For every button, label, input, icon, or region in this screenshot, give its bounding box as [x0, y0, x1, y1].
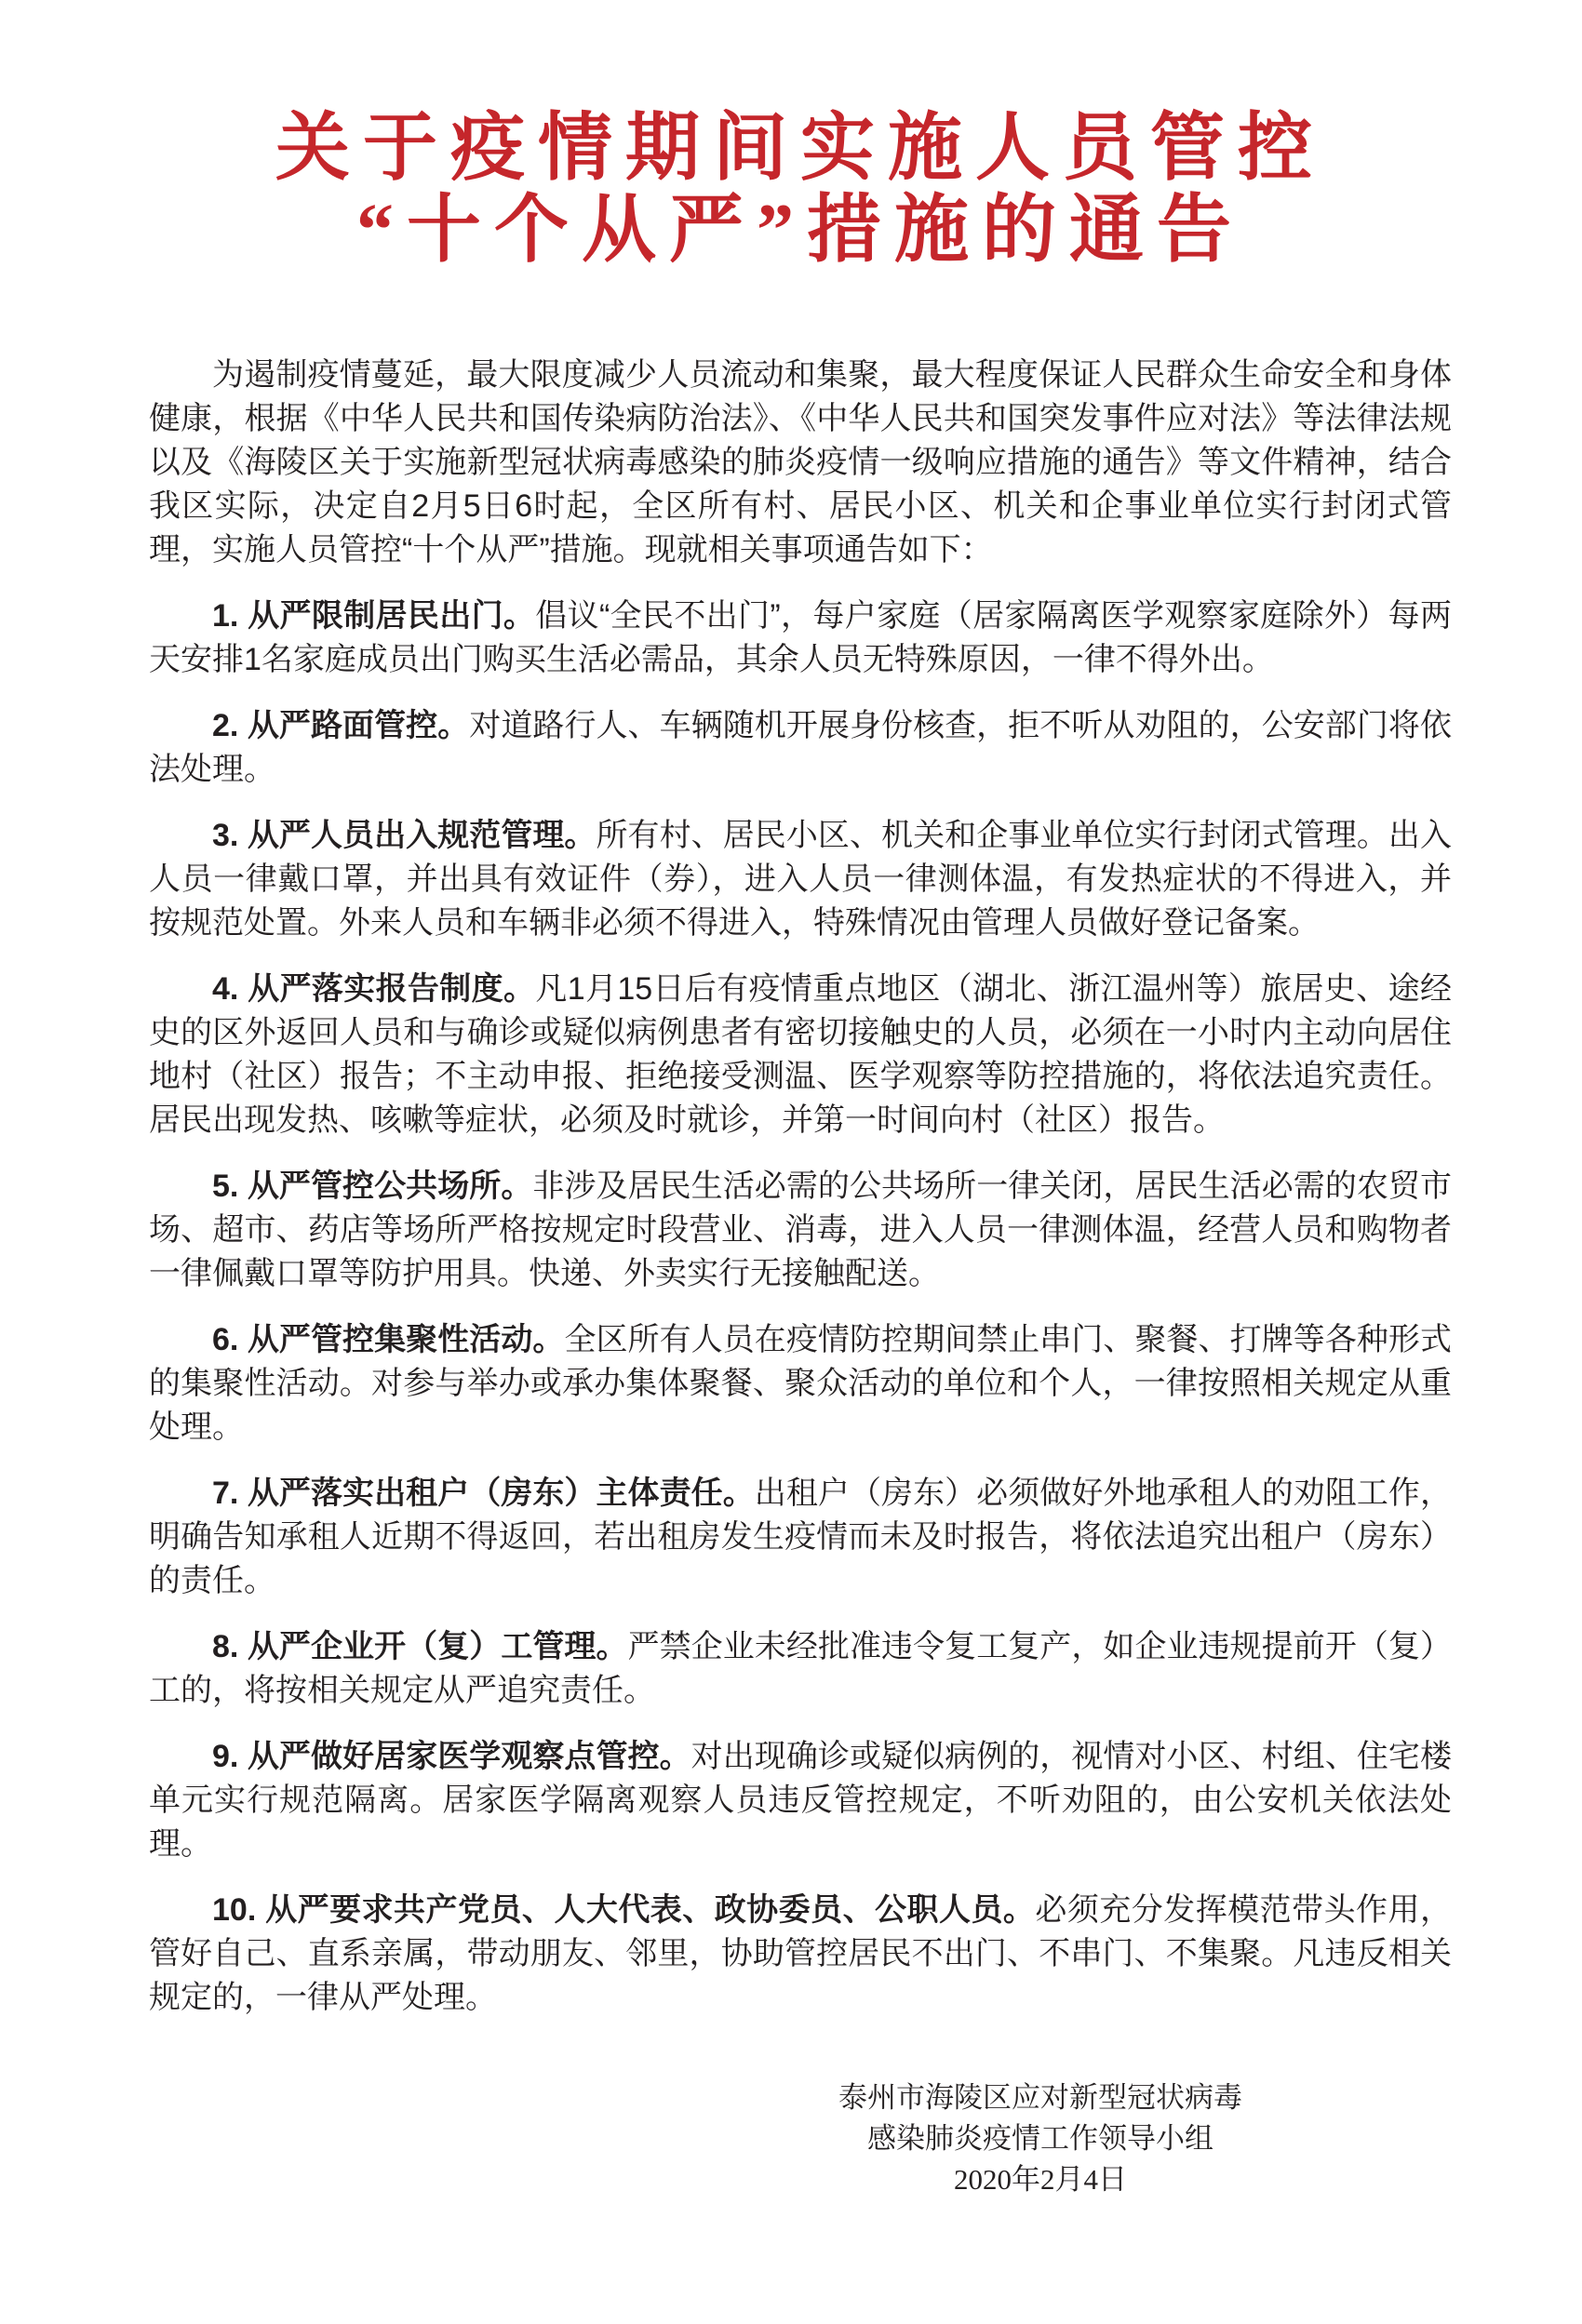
measure-item-6-heading: 6. 从严管控集聚性活动。	[212, 1322, 565, 1357]
measure-item-7-heading: 7. 从严落实出租户（房东）主体责任。	[212, 1476, 755, 1511]
measure-item-9	[149, 1735, 1452, 1866]
measure-item-4	[149, 968, 1452, 1142]
measure-item-3-text: 所有村、居民小区、机关和企事业单位实行封闭式管理。出入人员一律戴口罩，并出具有效证件（券），进入人员一律测体温，有发热症状的不得进入，并按规范处置。外来人员和车辆非必须不得进入，特殊情况由管理人员做好登记备案。	[149, 818, 1452, 941]
measure-item-8-heading: 8. 从严企业开（复）工管理。	[212, 1629, 628, 1664]
measure-item-3	[149, 814, 1452, 945]
measure-item-7	[149, 1472, 1452, 1603]
measure-item-8	[149, 1625, 1452, 1713]
measure-item-6-text: 全区所有人员在疫情防控期间禁止串门、聚餐、打牌等各种形式的集聚性活动。对参与举办或承办集体聚餐、聚众活动的单位和个人，一律按照相关规定从重处理。	[149, 1322, 1452, 1445]
signature-date: 2020年2月4日	[954, 2163, 1127, 2196]
measure-item-2-heading: 2. 从严路面管控。	[212, 708, 470, 743]
measure-item-6	[149, 1318, 1452, 1449]
measure-item-1-text: 倡议“全民不出门”，每户家庭（居家隔离医学观察家庭除外）每两天安排1名家庭成员出门购买生活必需品，其余人员无特殊原因，一律不得外出。	[149, 598, 1452, 677]
measure-item-5	[149, 1165, 1452, 1296]
signature-org-line2: 感染肺炎疫情工作领导小组	[867, 2122, 1213, 2155]
notice-title	[149, 108, 1452, 272]
measure-item-2	[149, 704, 1452, 792]
signature-block	[838, 2077, 1242, 2200]
notice-title-line1: 关于疫情期间实施人员管控	[275, 108, 1325, 190]
measure-item-8-text: 严禁企业未经批准违令复工复产，如企业违规提前开（复）工的，将按相关规定从严追究责任。	[149, 1629, 1452, 1708]
intro-paragraph	[149, 354, 1452, 572]
measure-item-4-text: 凡1月15日后有疫情重点地区（湖北、浙江温州等）旅居史、途经史的区外返回人员和与确诊或疑似病例患者有密切接触史的人员，必须在一小时内主动向居住地村（社区）报告；不主动申报、拒绝接受测温、医学观察等防控措施的，将依法追究责任。居民出现发热、咳嗽等症状，必须及时就诊，并第一时间向村（社区）报告。	[149, 971, 1452, 1138]
intro-text: 为遏制疫情蔓延，最大限度减少人员流动和集聚，最大程度保证人民群众生命安全和身体健康，根据《中华人民共和国传染病防治法》、《中华人民共和国突发事件应对法》等法律法规以及《海陵区关于实施新型冠状病毒感染的肺炎疫情一级响应措施的通告》等文件精神，结合我区实际，决定自2月5日6时起，全区所有村、居民小区、机关和企事业单位实行封闭式管理，实施人员管控“十个从严”措施。现就相关事项通告如下：	[149, 357, 1452, 568]
measure-item-10-text: 必须充分发挥模范带头作用，管好自己、直系亲属，带动朋友、邻里，协助管控居民不出门、不串门、不集聚。凡违反相关规定的，一律从严处理。	[149, 1892, 1452, 2015]
measure-item-10-heading: 10. 从严要求共产党员、人大代表、政协委员、公职人员。	[212, 1892, 1036, 1928]
measure-item-1	[149, 594, 1452, 682]
notice-title-line2: “十个从严”措施的通告	[356, 190, 1244, 272]
measure-item-2-text: 对道路行人、车辆随机开展身份核查，拒不听从劝阻的，公安部门将依法处理。	[149, 708, 1452, 787]
measure-item-9-text: 对出现确诊或疑似病例的，视情对小区、村组、住宅楼单元实行规范隔离。居家医学隔离观察人员违反管控规定，不听劝阻的，由公安机关依法处理。	[149, 1739, 1452, 1862]
measure-item-9-heading: 9. 从严做好居家医学观察点管控。	[212, 1739, 691, 1774]
measure-item-3-heading: 3. 从严人员出入规范管理。	[212, 818, 597, 853]
measure-item-4-heading: 4. 从严落实报告制度。	[212, 971, 536, 1007]
notice-body	[149, 354, 1452, 2020]
measure-item-7-text: 出租户（房东）必须做好外地承租人的劝阻工作，明确告知承租人近期不得返回，若出租房发生疫情而未及时报告，将依法追究出租户（房东）的责任。	[149, 1476, 1452, 1598]
measure-item-5-text: 非涉及居民生活必需的公共场所一律关闭，居民生活必需的农贸市场、超市、药店等场所严格按规定时段营业、消毒，进入人员一律测体温，经营人员和购物者一律佩戴口罩等防护用具。快递、外卖实行无接触配送。	[149, 1169, 1453, 1291]
signature-org-line1: 泰州市海陵区应对新型冠状病毒	[838, 2081, 1242, 2114]
measure-item-10	[149, 1889, 1452, 2020]
measure-item-5-heading: 5. 从严管控公共场所。	[212, 1169, 533, 1204]
measure-item-1-heading: 1. 从严限制居民出门。	[212, 598, 536, 634]
